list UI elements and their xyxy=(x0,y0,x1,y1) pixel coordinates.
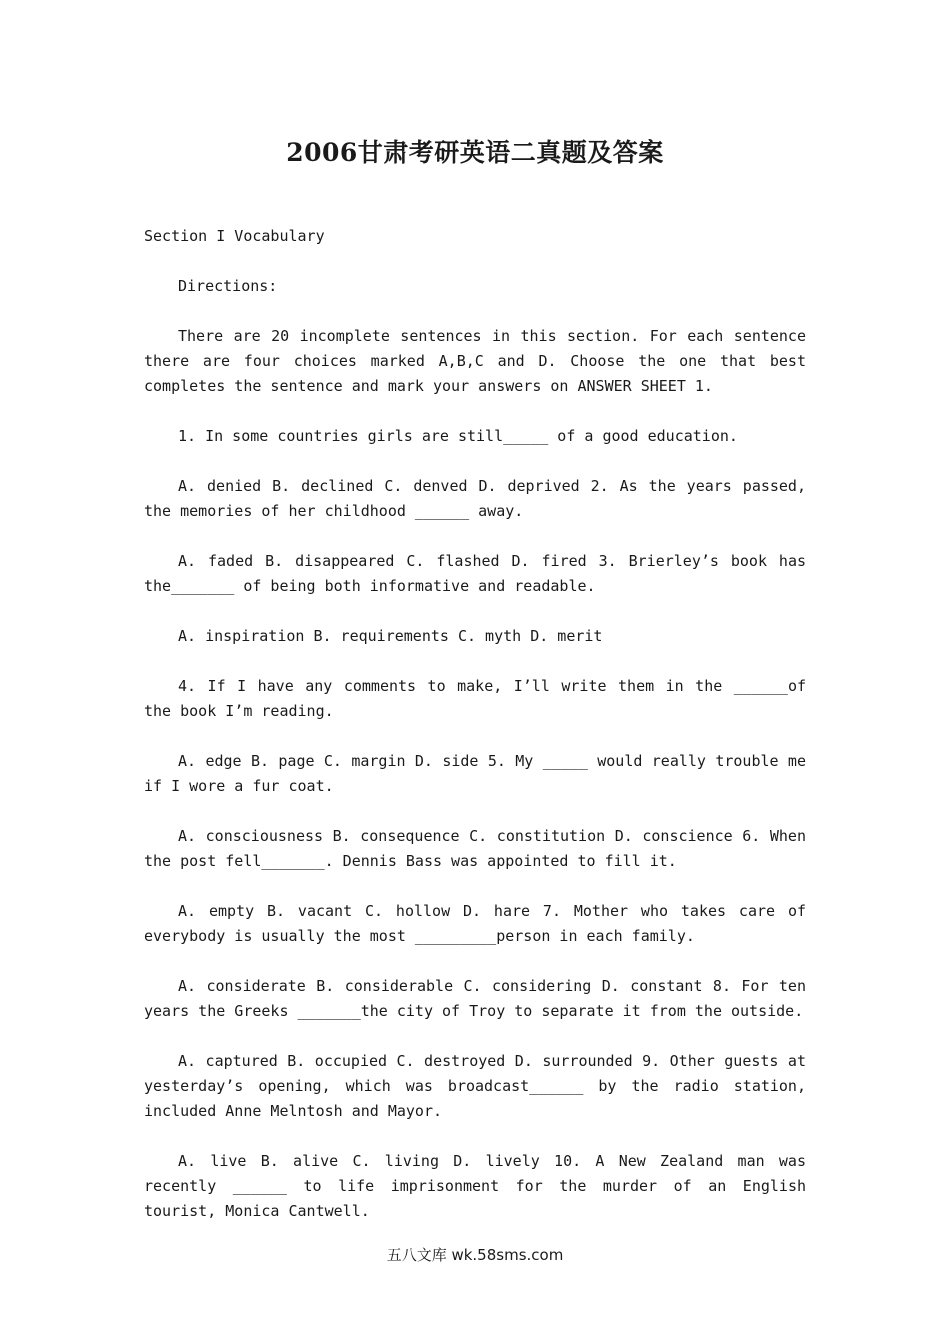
directions-text: There are 20 incomplete sentences in this section. For each sentence there are four choices marked A,B,C and D. Choose the one that best completes the sentence and mark your answers on ANSWER SHEET 1. xyxy=(144,327,806,395)
document-body xyxy=(144,224,806,1249)
document-title: 2006甘肃考研英语二真题及答案 xyxy=(286,138,664,167)
question-paragraph: A. live B. alive C. living D. lively 10. A New Zealand man was recently ______ to life imprisonment for the murder of an English tourist, Monica Cantwell. xyxy=(144,1152,806,1220)
question-paragraph: A. considerate B. considerable C. considering D. constant 8. For ten years the Greeks _______the city of Troy to separate it from the outside. xyxy=(144,977,806,1020)
question-paragraph: A. denied B. declined C. denved D. deprived 2. As the years passed, the memories of her childhood ______ away. xyxy=(144,477,806,520)
question-paragraph: A. empty B. vacant C. hollow D. hare 7. Mother who takes care of everybody is usually the most _________person in each family. xyxy=(144,902,806,945)
question-paragraph: A. edge B. page C. margin D. side 5. My _____ would really trouble me if I wore a fur coat. xyxy=(144,752,806,795)
question-paragraph: 1. In some countries girls are still_____ of a good education. xyxy=(178,427,738,445)
question-paragraph: A. consciousness B. consequence C. constitution D. conscience 6. When the post fell_______. Dennis Bass was appointed to fill it. xyxy=(144,827,806,870)
footer-watermark: 五八文库 wk.58sms.com xyxy=(386,1246,564,1264)
question-paragraph: A. captured B. occupied C. destroyed D. surrounded 9. Other guests at yesterday’s opening, which was broadcast______ by the radio station, included Anne Melntosh and Mayor. xyxy=(144,1052,806,1120)
question-paragraph: A. inspiration B. requirements C. myth D. merit xyxy=(178,627,603,645)
question-paragraph: 4. If I have any comments to make, I’ll write them in the ______of the book I’m reading. xyxy=(144,677,806,720)
question-paragraph: A. faded B. disappeared C. flashed D. fired 3. Brierley’s book has the_______ of being both informative and readable. xyxy=(144,552,806,595)
section-heading: Section I Vocabulary xyxy=(144,227,325,245)
directions-label: Directions: xyxy=(178,277,278,295)
